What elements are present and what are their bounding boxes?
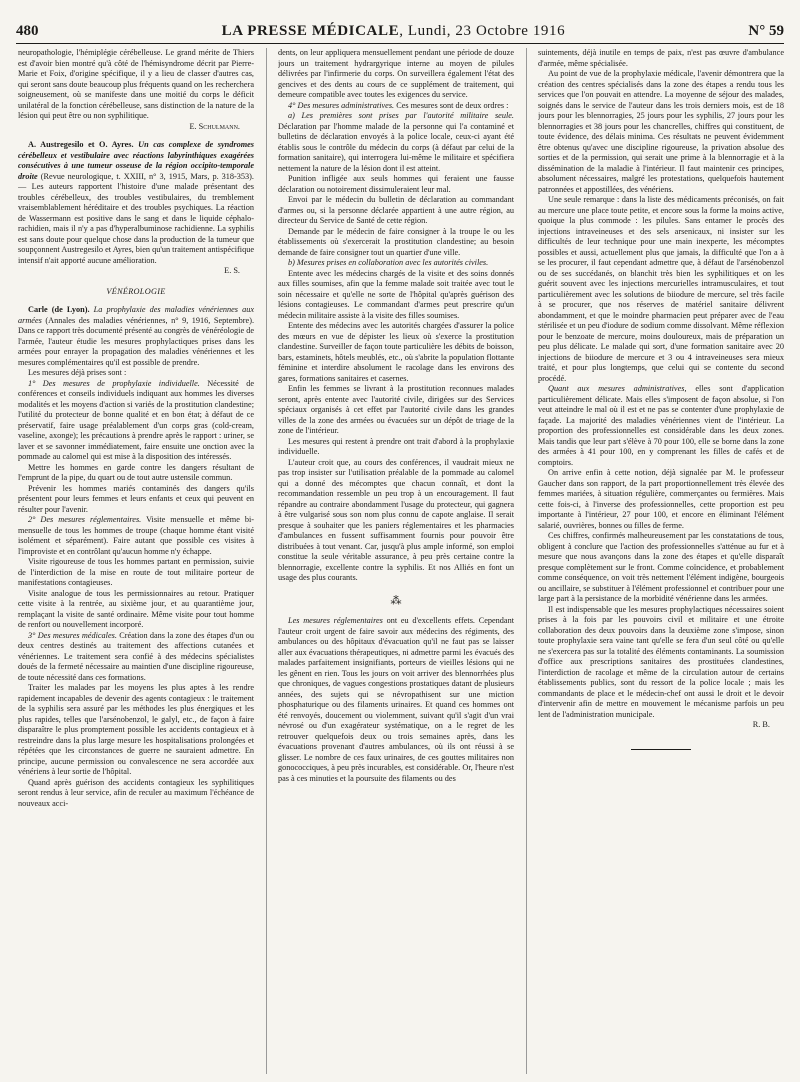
column-3 <box>538 48 784 1074</box>
paragraph-text: Visite mensuelle et même bi-mensuelle de tous les hommes de troupe (chaque homme étant visité isolément et séparément). Faire autant que possible ces visites à l'improviste et en contrôlant qu'aucun homme n'y échappe. <box>18 515 254 556</box>
paragraph: Visite rigoureuse de tous les hommes partant en permission, suivie de l'interdiction de la mise en route de tout militaire porteur de manifestations contagieuses. <box>18 557 254 587</box>
paragraph: Enfin les femmes se livrant à la prostitution reconnues malades seront, après entente avec l'autorité civile, dirigées sur des Services spéciaux organisés à cet effet par l'autorité civile dans les grandes villes de la zone des armées ou évacuées sur un dépôt de triage de la zone de l'intérieur. <box>278 384 514 435</box>
paragraph-text: Nécessité de conférences et conseils individuels indiquant aux hommes les diverses modalités et les moyens d'action si variés de la prostitution clandestine; l'utilité du protecteur de bonne qualité et en bon état; à défaut de ce préservatif, faire usage préalablement d'un corps gras (cold-cream, vaseline, axonge); les précautions à prendre après le rapport : uriner, se laver et se savonner immédiatement, faire ensuite une onction avec la pommade au calomel qui est mise à la disposition des intéressés. <box>18 378 254 461</box>
paragraph-text: elles sont d'application particulièrement délicate. Mais elles s'imposent de façon absolue, si l'on veut atteindre le mal où il est et ne pas se contenter d'une prophylaxie de façade. La majorité des maladies vénériennes vient de l'intérieur. La proportion des professionnelles est considérable dans les deux zones. Mais tandis que leur part s'élève à 70 pour 100, elle se borne dans la zone des armées à 41 pour 100, en y comprenant les filles de cafés et de comptoirs. <box>538 384 784 467</box>
paragraph: Demande par le médecin de faire consigner à la troupe le ou les établissements où s'exercerait la prostitution clandestine; au besoin demande de faire consigner tout un quartier d'une ville. <box>278 226 514 257</box>
paragraph: suintements, déjà inutile en temps de paix, n'est pas œuvre d'ambulance d'armée, même spécialisée. <box>538 48 784 68</box>
paragraph: dents, on leur appliquera mensuellement pendant une période de douze jours un traitement hydrargyrique interne au moyen de pilules délivrées par l'infirmerie du corps. On surveillera également l'état des gencives et des dents au cours de ce supplément de traitement, qui demeure compatible avec toutes les exigences du service. <box>278 48 514 99</box>
paragraph <box>278 258 514 269</box>
paragraph-lead: Les mesures réglementaires <box>288 616 383 625</box>
paragraph <box>18 515 254 557</box>
author-signature: E. S. <box>224 266 240 275</box>
page-header <box>16 14 784 44</box>
paragraph: Les mesures qui restent à prendre ont trait d'abord à la prophylaxie individuelle. <box>278 436 514 456</box>
column-divider <box>526 48 527 1074</box>
paragraph: Entente avec les médecins chargés de la visite et des soins donnés aux filles soumises, afin que la femme malade soit traitée avec tout le soin nécessaire et qu'elle ne sorte de l'hôpital qu'après guérison des lésions contagieuses. Le commandant d'armes peut prescrire qu'un médecin militaire assiste à la visite des filles soumises. <box>278 268 514 320</box>
journal-title: LA PRESSE MÉDICALE <box>221 23 400 39</box>
masthead: LA PRESSE MÉDICALE, Lundi, 23 Octobre 1916 <box>221 23 566 39</box>
end-rule <box>631 749 691 750</box>
paragraph: Entente des médecins avec les autorités chargées d'assurer la police des mœurs en vue de dépister les lieux où s'exerce la prostitution clandestine. Surveiller de façon toute particulière les débits de boisson, bars, estaminets, hôtels meublés, etc., où s'abrite la population flottante féminine et interdire absolument le racolage dans les environs des gares, formations sanitaires et casernes. <box>278 321 514 383</box>
paragraph: Punition infligée aux seuls hommes qui feraient une fausse déclaration ou notoirement dissimuleraient leur mal. <box>278 174 514 194</box>
issue-number: N° 59 <box>748 23 784 39</box>
review-entry <box>18 305 254 368</box>
paragraph-lead: 4° Des mesures administratives. <box>288 100 395 110</box>
paragraph-lead: b) Mesures prises en collaboration avec les autorités civiles. <box>288 258 489 267</box>
paragraph-lead: Quant aux mesures administratives, <box>548 384 687 393</box>
paragraph: neuropathologie, l'hémiplégie cérébelleuse. Le grand mérite de Thiers est d'avoir bien montré qu'à côté de l'hémisyndrome décrit par Pierre-Marie et Foix, d'origine spécifique, il y a lieu de classer d'autres cas, qui seront sans doute beaucoup plus fréquents quand on les recherchera soigneusement, où se manifeste dans une moitié du corps le déficit unilatéral de la fonction cérébelleuse, sans distinction de la nature de la lésion qui peut être ou non syphilitique. <box>18 48 254 120</box>
article-columns <box>18 48 784 1074</box>
author-signature: R. B. <box>752 720 770 729</box>
paragraph: Au point de vue de la prophylaxie médicale, l'avenir démontrera que la création des centres spécialisés dans la zone des étapes a rendu tous les services que l'on pouvait en attendre. La moyenne de séjour des malades, soignés dans le service de l'auteur dans les trois derniers mois, est de 18 jours pour les blennorragies, 25 jours pour les syphilis, 27 jours pour les blennorragies et 38 jours pour les chancrelles, chiffres qui constituent, de toute évidence, des délais minima. Ces résultats ne peuvent évidemment être obtenus qu'avec une discipline rigoureuse, la privation absolue des sorties et de la permission, qui serait une prime à la blennorragie et à la dissémination de la maladie à l'intérieur. Il faut maintenir ces principes, absolument nécessaires, malgré les protestations, quelquefois hautement patronnées et appostillées, des vénériens. <box>538 69 784 194</box>
paragraph-lead: 2° Des mesures réglementaires. <box>28 515 142 524</box>
review-authors: A. Austregesilo et O. Ayres. <box>28 140 134 149</box>
author-signature: E. Schulmann. <box>189 121 240 131</box>
paragraph: Il est indispensable que les mesures prophylactiques nécessaires soient prises à la fois par les pouvoirs civil et militaire et une étroite collaboration des deux pouvoirs dans la deuxième zone s'impose, sinon toute prophylaxie sera vaine tant qu'elle se fera d'un seul côté ou qu'elle ne s'exercera pas sur la totalité des éléments contaminants. La soumission d'office aux prescriptions sanitaires des prostituées clandestines, l'interdiction de racolage et même de la circulation autour de certains établissements publics, sont du ressort de la police locale ; mais les commandants de place et le médecin-chef ont aussi le droit et le devoir d'intervenir afin de mettre en mouvement le mécanisme parfois un peu lent de l'administration municipale. <box>538 604 784 719</box>
paragraph <box>278 616 514 784</box>
paragraph <box>538 384 784 468</box>
paragraph-text: Déclaration par l'homme malade de la personne qui l'a contaminé et bulletins de déclaration envoyés à la police locale, ceux-ci ayant été établis sous le contrôle du médecin du corps (à défaut par celui de la formation sanitaire), qui interrogera lui-même le militaire et spécifiera nettement la nature de la lésion dont il est atteint. <box>278 121 514 173</box>
paragraph <box>278 101 514 112</box>
paragraph: Une seule remarque : dans la liste des médicaments préconisés, on fait au mercure une place toute petite, et encore sous la forme la moins active, quoique la plus commode : les pilules. Sans entamer le procès des injections intraveineuses et des sels arsenicaux, ni insister sur les difficultés de leur technique pour une main inexperte, les mécomptes possibles et aussi, actuellement plus que jamais, la difficulté que l'on a à se les procurer, il faut cependant admettre que, à défaut de l'arsénobenzol ou de ses succédanés, on blanchit très bien les syphilitiques et on les guérit souvent avec les injections mercurielles intramusculaires, et tout particulièrement avec les solutions de biiodure de mercure, sel très facile à se procurer, que nos réserves de matériel sanitaire délivrent abondamment, et que le moindre pharmacien peut préparer avec de l'eau stérilisée et un peu d'iodure de sodium comme dissolvant. Même réflexion pour le benzoate de mercure, moins douloureux, mais de préparation un peu plus délicate. Le malade qui sort, d'une formation sanitaire avec 20 injections de biiodure de mercure et 3 ou 4 intraveineuses sera mieux traité, et pour plus longtemps, que celui qui se contente du second procédé. <box>538 195 784 383</box>
paragraph-text: ont eu d'excellents effets. Cependant l'auteur croit urgent de faire savoir aux médecins des régiments, des ambulances ou des hôpitaux d'évacuation qu'il ne faut pas se laisser aller aux évacuations thérapeutiques, ni admettre parmi les évacués des malades parfaitement insignifiants, porteurs de vieilles lésions qui ne les gênent en rien. Tous les jours on voit arriver des blennorrhées plus que chroniques, de vagues congestions prostatiques datant de plusieurs années, des sujets qui se névropathisent sur une miction phosphaturique ou des filaments urinaires. Et quand ces hommes ont été renvoyés, doucement ou violemment, suivant qu'il s'agit d'un vrai névrosé ou d'un exagérateur systématique, on a le regret de les retrouver quelquefois deux ou trois semaines après, dans les évacuations provenant d'autres ambulances, où ils ont réussi à se glisser. Le nombre de ces faux urinaires, de ces gouttes militaires non gonococciques, à peu près incurables, est considérable. Or, l'heure n'est pas à ces minuties et la poursuite des filaments ou des <box>278 616 514 783</box>
review-title: La prophylaxie des maladies vénériennes aux armées <box>18 305 254 325</box>
column-1 <box>18 48 254 1074</box>
section-heading: VÉNÉROLOGIE <box>106 286 166 296</box>
paragraph: Traiter les malades par les moyens les plus aptes à les rendre rapidement incapables de devenir des agents contagieux : le traitement de la syphilis sera assuré par les méthodes les plus énergiques et les plus rapides, telles que l'arsénobenzol, le galyl, etc., de façon à faire disparaître le plus promptement possible les accidents contagieux et à restreindre dans la plus large mesure les hospitalisations prolongées et répétées que les circonstances de guerre ne sauraient admettre. En principe, aucune permission ou convalescence ne sera accordée aux vénériens à leur sortie de l'hôpital. <box>18 683 254 776</box>
paragraph-lead: 1° Des mesures de prophylaxie individuelle. <box>28 378 200 388</box>
paragraph <box>18 379 254 463</box>
column-divider <box>266 48 267 1074</box>
paragraph-text: Création dans la zone des étapes d'un ou deux centres destinés au traitement des affections cutanées et vénériennes. Le traitement sera confié à des médecins spécialistes doués de la fermeté nécessaire au maintien d'une discipline rigoureuse, de toute nécessité dans ces formations. <box>18 630 254 682</box>
issue-date: Lundi, 23 Octobre 1916 <box>407 23 566 39</box>
review-body: (Revue neurologique, t. XXIII, n° 3, 1915, Mars, p. 318-353). — Les auteurs rapportent l'histoire d'une malade présentant des troubles cérébelleux, des troubles vestibulaires, du tremblement vraisemblablement héréditaire et des troubles psychiques. La réaction de Wassermann est positive dans le sang et dans le liquide céphalo-rachidien, mais il n'y a pas d'hyperalbuminose rachidienne. La syphilis est sans doute pour quelque chose dans la production de la tumeur que soupçonnent Austregesilo et Ayres, bien qu'un traitement antispécifique intensif n'ait apporté aucune amélioration. <box>18 171 254 265</box>
paragraph: Quand après guérison des accidents contagieux les syphilitiques seront rendus à leur service, afin de reculer au maximum l'échéance de nouveaux acci- <box>18 777 254 808</box>
review-body: (Annales des maladies vénériennes, n° 9, 1916, Septembre). Dans ce rapport très documenté présenté au congrès de vénéréologie de l'armée, l'auteur étudie les mesures prophylactiques prises dans les armées pour enrayer la propagation des maladies vénériennes et les mesures complémentaires qu'il est possible de prendre. <box>18 315 254 367</box>
review-authors: Carle (de Lyon). <box>28 305 90 314</box>
paragraph <box>18 631 254 684</box>
review-entry <box>18 140 254 266</box>
paragraph: Visite analogue de tous les permissionnaires au retour. Pratiquer cette visite à la rentrée, au sixième jour, et au quarantième jour, remplaçant la visite de santé ordinaire. Même visite pour tout homme de renfort ou nouvellement incorporé. <box>18 588 254 629</box>
paragraph: Prévenir les hommes mariés contaminés des dangers qu'ils présentent pour leurs femmes et leurs enfants et ceux qui peuvent en résulter pour l'avenir. <box>18 483 254 514</box>
asterism-divider: ⁂ <box>390 594 402 607</box>
page-number: 480 <box>16 23 39 39</box>
paragraph: Mettre les hommes en garde contre les dangers résultant de l'emprunt de la pipe, du quart ou de tout autre ustensile commun. <box>18 462 254 482</box>
review-title: Un cas complexe de syndromes cérébelleux et vestibulaire avec réactions labyrinthiques exagérées consécutives à une tumeur osseuse de la région occipito-temporale droite <box>18 140 254 181</box>
paragraph-lead: 3° Des mesures médicales. <box>28 630 117 640</box>
paragraph: Ces chiffres, confirmés malheureusement par les constatations de tous, obligent à conclure que l'action des professionnelles s'atténue au fur et à mesure que nous avançons dans la zone des étapes et qu'elle disparaît presque complètement sur le front. Comme coïncidence, et probablement comme conséquence, on voit très nettement l'élément indigène, bourgeois ou ancillaire, se substituer à l'élément professionnel et contribuer pour une large part à la persistance de la morbidité vénérienne dans les armées. <box>538 531 784 603</box>
paragraph-text: Ces mesures sont de deux ordres : <box>396 100 509 110</box>
column-2 <box>278 48 514 1074</box>
paragraph: On arrive enfin à cette notion, déjà signalée par M. le professeur Gaucher dans son rapport, de la part proportionnellement très élevée des femmes mariées, à situation régulière, commerçantes ou fermières. Mais cette fois-ci, à l'inverse des professionnelles, cette proportion est peu importante à l'intérieur, 27 pour 100, et encore en éliminant l'élément salarié, ouvrières, bonnes ou filles de ferme. <box>538 468 784 530</box>
paragraph-lead: a) Les premières sont prises par l'autorité militaire seule. <box>288 111 514 120</box>
paragraph: L'auteur croit que, au cours des conférences, il vaudrait mieux ne pas trop insister sur l'utilisation préalable de la pommade au calomel qui a donné des mécomptes que chacun connaît, et dont la recommandation ressemble un peu trop à un encouragement. Il faut répandre au contraire abondamment l'usage du protecteur, qui gagnera à être vulgarisé sous son nom plus connu de capote anglaise. Il serait presque à souhaiter que les paniers réglementaires et les pharmacies d'ambulances en fussent suffisamment fournis pour pouvoir être distribuées à tout venant. Car, jusqu'à plus ample informé, son emploi constitue la seule véritable assurance, à peu près certaine contre la blennorragie, excellente contre la syphilis. Et nos Alliés en font un usage des plus courants. <box>278 457 514 582</box>
paragraph <box>278 111 514 174</box>
paragraph: Envoi par le médecin du bulletin de déclaration au commandant d'armes ou, si la personne déclarée appartient à une autre région, au directeur du Service de Santé de cette région. <box>278 195 514 225</box>
paragraph: Les mesures déjà prises sont : <box>28 368 127 377</box>
